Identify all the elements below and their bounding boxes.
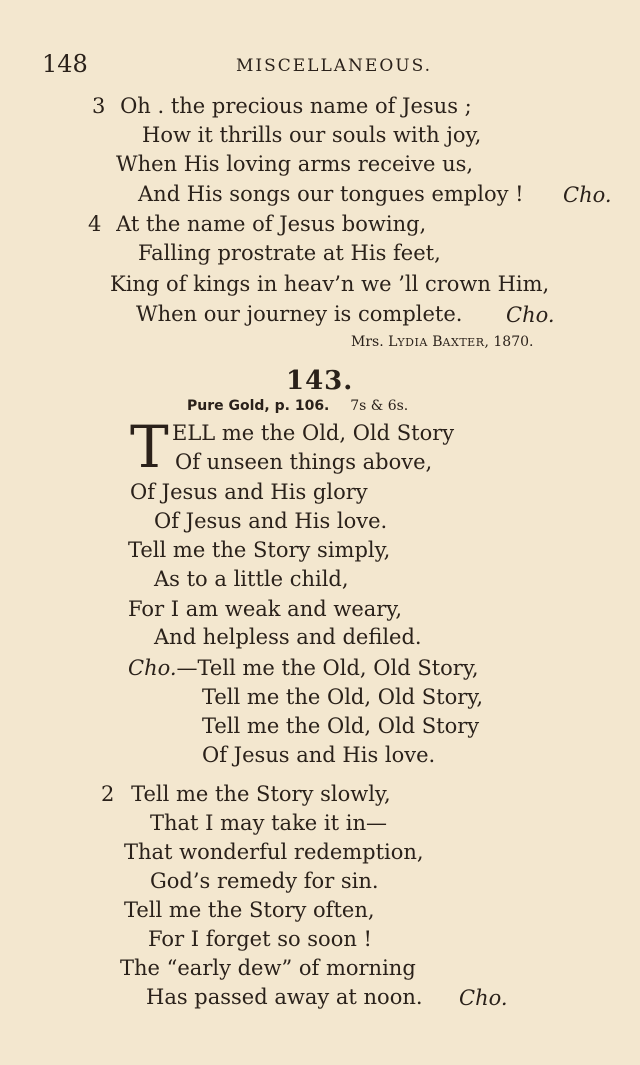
verse-line: When His loving arms receive us, bbox=[116, 152, 474, 176]
verse-line: For I forget so soon ! bbox=[148, 927, 372, 951]
verse-line bbox=[88, 214, 426, 235]
verse-line: Of Jesus and His glory bbox=[130, 480, 368, 504]
author-attribution bbox=[351, 334, 533, 350]
chorus-mark: Cho. bbox=[506, 303, 555, 327]
chorus-mark: Cho. bbox=[563, 183, 612, 207]
chorus-text: —Tell me the Old, Old Story, bbox=[176, 656, 479, 680]
verse-line: As to a little child, bbox=[154, 567, 349, 591]
page-number: 148 bbox=[42, 50, 88, 78]
verse-line: How it thrills our souls with joy, bbox=[142, 123, 482, 147]
chorus-line: Tell me the Old, Old Story, bbox=[202, 685, 484, 709]
chorus-label: Cho. bbox=[128, 656, 177, 680]
verse-line: Has passed away at noon. bbox=[146, 985, 423, 1009]
verse-text: At the name of Jesus bowing, bbox=[116, 212, 427, 236]
chorus-line bbox=[128, 658, 479, 679]
verse-line: The “early dew” of morning bbox=[120, 956, 416, 980]
author-name-part: Mrs. L bbox=[351, 334, 398, 350]
verse-text: Oh . the precious name of Jesus ; bbox=[120, 94, 472, 118]
verse-number: 4 bbox=[88, 212, 102, 236]
running-head: MISCELLANEOUS. bbox=[236, 56, 433, 76]
verse-line: ELL me the Old, Old Story bbox=[172, 421, 455, 445]
verse-text: Tell me the Story slowly, bbox=[131, 782, 391, 806]
drop-cap: T bbox=[130, 413, 169, 481]
author-name-part: YDIA bbox=[397, 336, 428, 349]
verse-line: Falling prostrate at His feet, bbox=[138, 241, 441, 265]
verse-line bbox=[101, 784, 391, 805]
verse-line: That I may take it in— bbox=[150, 811, 387, 835]
author-name-part: AXTER bbox=[442, 336, 485, 349]
chorus-line: Of Jesus and His love. bbox=[202, 743, 436, 767]
verse-line: And His songs our tongues employ ! bbox=[138, 182, 524, 206]
author-name-part: B bbox=[427, 334, 443, 350]
chorus-mark: Cho. bbox=[459, 986, 508, 1010]
hymn-meter: 7s & 6s. bbox=[350, 398, 409, 414]
hymn-number: 143. bbox=[286, 366, 354, 396]
verse-line bbox=[92, 96, 472, 117]
verse-line: When our journey is complete. bbox=[136, 302, 463, 326]
verse-line: Of Jesus and His love. bbox=[154, 509, 388, 533]
tune-reference bbox=[187, 398, 408, 414]
verse-line: For I am weak and weary, bbox=[128, 597, 403, 621]
chorus-line: Tell me the Old, Old Story bbox=[202, 714, 480, 738]
verse-line: And helpless and defiled. bbox=[154, 625, 422, 649]
verse-line: That wonderful redemption, bbox=[124, 840, 424, 864]
verse-number: 2 bbox=[101, 782, 115, 806]
verse-line: Tell me the Story simply, bbox=[128, 538, 391, 562]
verse-line: Tell me the Story often, bbox=[124, 898, 375, 922]
verse-line: God’s remedy for sin. bbox=[150, 869, 379, 893]
verse-line: King of kings in heav’n we ’ll crown Him, bbox=[110, 272, 550, 296]
verse-line: Of unseen things above, bbox=[175, 450, 433, 474]
tune-name: Pure Gold, p. 106. bbox=[187, 398, 330, 414]
author-year: , 1870. bbox=[484, 334, 534, 350]
verse-number: 3 bbox=[92, 94, 106, 118]
